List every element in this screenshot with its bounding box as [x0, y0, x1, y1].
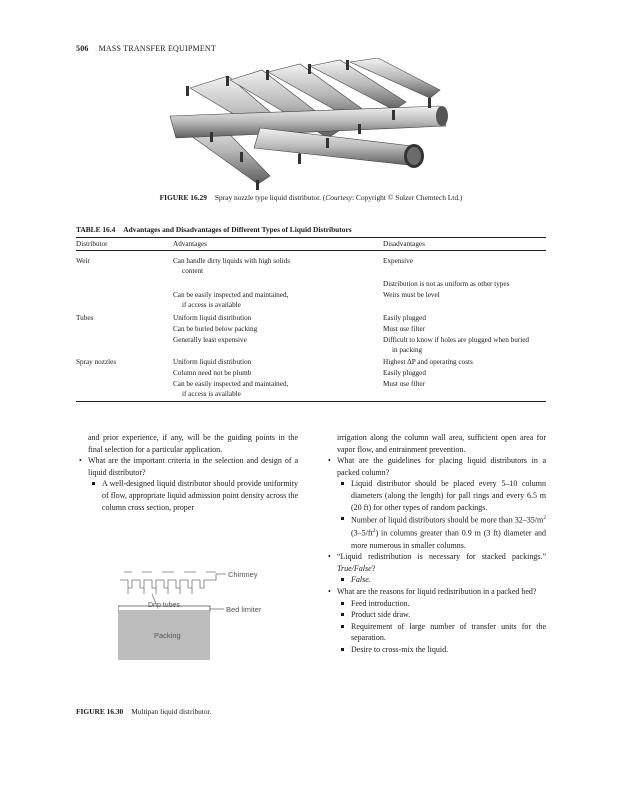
running-title: MASS TRANSFER EQUIPMENT	[98, 44, 216, 53]
nozzle	[298, 154, 301, 164]
cell-disadvantage: Expensive	[383, 257, 413, 265]
cell-advantage: Uniform liquid distribution	[173, 314, 252, 322]
nozzle	[240, 152, 243, 162]
table-label: TABLE 16.4	[76, 225, 116, 234]
figure-label: FIGURE 16.30	[76, 707, 124, 716]
left-column	[76, 432, 298, 513]
question-bullet: • “Liquid redistribution is necessary for stacked packings.” True/False?	[325, 551, 546, 574]
pan	[164, 574, 216, 588]
cell-advantage: Generally least expensive	[173, 336, 247, 344]
figure-label: FIGURE 16.29	[159, 193, 207, 202]
table-title	[76, 225, 352, 234]
cell-disadvantage: Must use filter	[383, 325, 425, 333]
label-bed-limiter: Bed limiter	[226, 605, 262, 614]
question-bullet: • What are the guidelines for placing liquid distributors in a packed column?	[325, 455, 546, 478]
cell-advantage: Can be buried below packing	[173, 325, 258, 333]
nozzle	[256, 180, 259, 190]
question-bullet: • What are the important criteria in the selection and design of a liquid distributor?	[76, 455, 298, 478]
label-packing: Packing	[154, 631, 181, 640]
cell-advantage: Uniform liquid distribution	[173, 358, 252, 366]
cell-disadvantage: Easily plugged	[383, 369, 426, 377]
pipe-end	[436, 106, 448, 126]
cell-advantage: Can handle dirty liquids with high solids content	[173, 257, 290, 276]
cell-advantage: Column need not be plumb	[173, 369, 252, 377]
table-bottom-rule	[76, 401, 546, 402]
cell-disadvantage: Easily plugged	[383, 314, 426, 322]
column-header: Distributor	[76, 240, 108, 248]
answer-bullet: Feed introduction.	[325, 598, 546, 610]
pan	[120, 580, 164, 588]
page-number: 506	[76, 44, 89, 53]
caption-text: Spray nozzle type liquid distributor. (	[214, 193, 326, 202]
pipe-end	[407, 147, 421, 165]
paragraph: and prior experience, if any, will be the guiding points in the final selection for a particular application.	[88, 433, 298, 454]
caption-text: : Copyright © Sulzer Chemtech Ltd.)	[352, 193, 463, 202]
caption-courtesy: Courtesy	[325, 193, 353, 202]
spray-distributor-figure	[150, 58, 490, 190]
nozzle	[266, 70, 269, 80]
cell-distributor: Spray nozzles	[76, 358, 117, 366]
cell-distributor: Tubes	[76, 314, 94, 322]
cell-disadvantage: Must use filter	[383, 380, 425, 388]
label-chimney: Chimney	[228, 570, 258, 579]
question-bullet: • What are the reasons for liquid redistribution in a packed bed?	[325, 586, 546, 598]
cell-disadvantage: Weirs must be level	[383, 291, 440, 299]
table-caption: Advantages and Disadvantages of Different Types of Liquid Distributors	[123, 225, 352, 234]
nozzle	[392, 110, 395, 120]
cell-disadvantage: Difficult to know if holes are plugged when buried in packing	[383, 336, 529, 355]
nozzle	[226, 76, 229, 86]
drip-tube	[128, 588, 192, 594]
right-column	[325, 432, 546, 656]
cell-advantage: Can be easily inspected and maintained, if access is available	[173, 291, 289, 310]
figure-29-caption	[76, 193, 546, 202]
label-drip-tubes: Drip tubes	[148, 602, 180, 609]
running-header	[76, 44, 216, 53]
answer-bullet: Desire to cross-mix the liquid.	[325, 644, 546, 656]
cell-disadvantage: Distribution is not as uniform as other types	[383, 280, 510, 288]
nozzle	[358, 124, 361, 134]
answer-bullet: Requirement of large number of transfer units for the separation.	[325, 621, 546, 644]
cell-advantage: Can be easily inspected and maintained, if access is available	[173, 380, 289, 399]
answer-bullet: A well-designed liquid distributor should provide uniformity of flow, appropriate liquid admission point density across the column cross section, proper	[76, 478, 298, 513]
caption-text: Multipan liquid distributor.	[131, 707, 212, 716]
multipan-distributor-figure	[118, 560, 318, 660]
table-header-rule	[76, 250, 546, 251]
answer-bullet: Product side draw.	[325, 609, 546, 621]
answer-bullet: Liquid distributor should be placed every 5–10 column diameters (along the length) for pall rings and every 6.5 m (20 ft) for other types of random packings.	[325, 478, 546, 513]
answer-bullet: False.	[325, 574, 546, 586]
header-pipe	[254, 128, 418, 166]
answer-bullet: Number of liquid distributors should be more than $32-35/m^2$ $(3-5/ft^2)$ in columns greater than 0.9 m (3 ft) diameter and more numerous in smaller columns.	[325, 513, 546, 551]
column-header: Advantages	[173, 240, 207, 248]
nozzle	[346, 60, 349, 70]
table-top-rule	[76, 237, 546, 238]
nozzle	[428, 98, 431, 108]
paragraph: irrigation along the column wall area, sufficient open area for vapor flow, and entrainment prevention.	[337, 433, 546, 454]
nozzle	[308, 64, 311, 74]
nozzle	[210, 132, 213, 142]
nozzle	[186, 86, 189, 96]
nozzle	[326, 138, 329, 148]
figure-30-caption	[76, 707, 212, 716]
cell-disadvantage: Highest ΔP and operating costs	[383, 358, 473, 366]
column-header: Disadvantages	[383, 240, 425, 248]
cell-distributor: Weir	[76, 257, 90, 265]
